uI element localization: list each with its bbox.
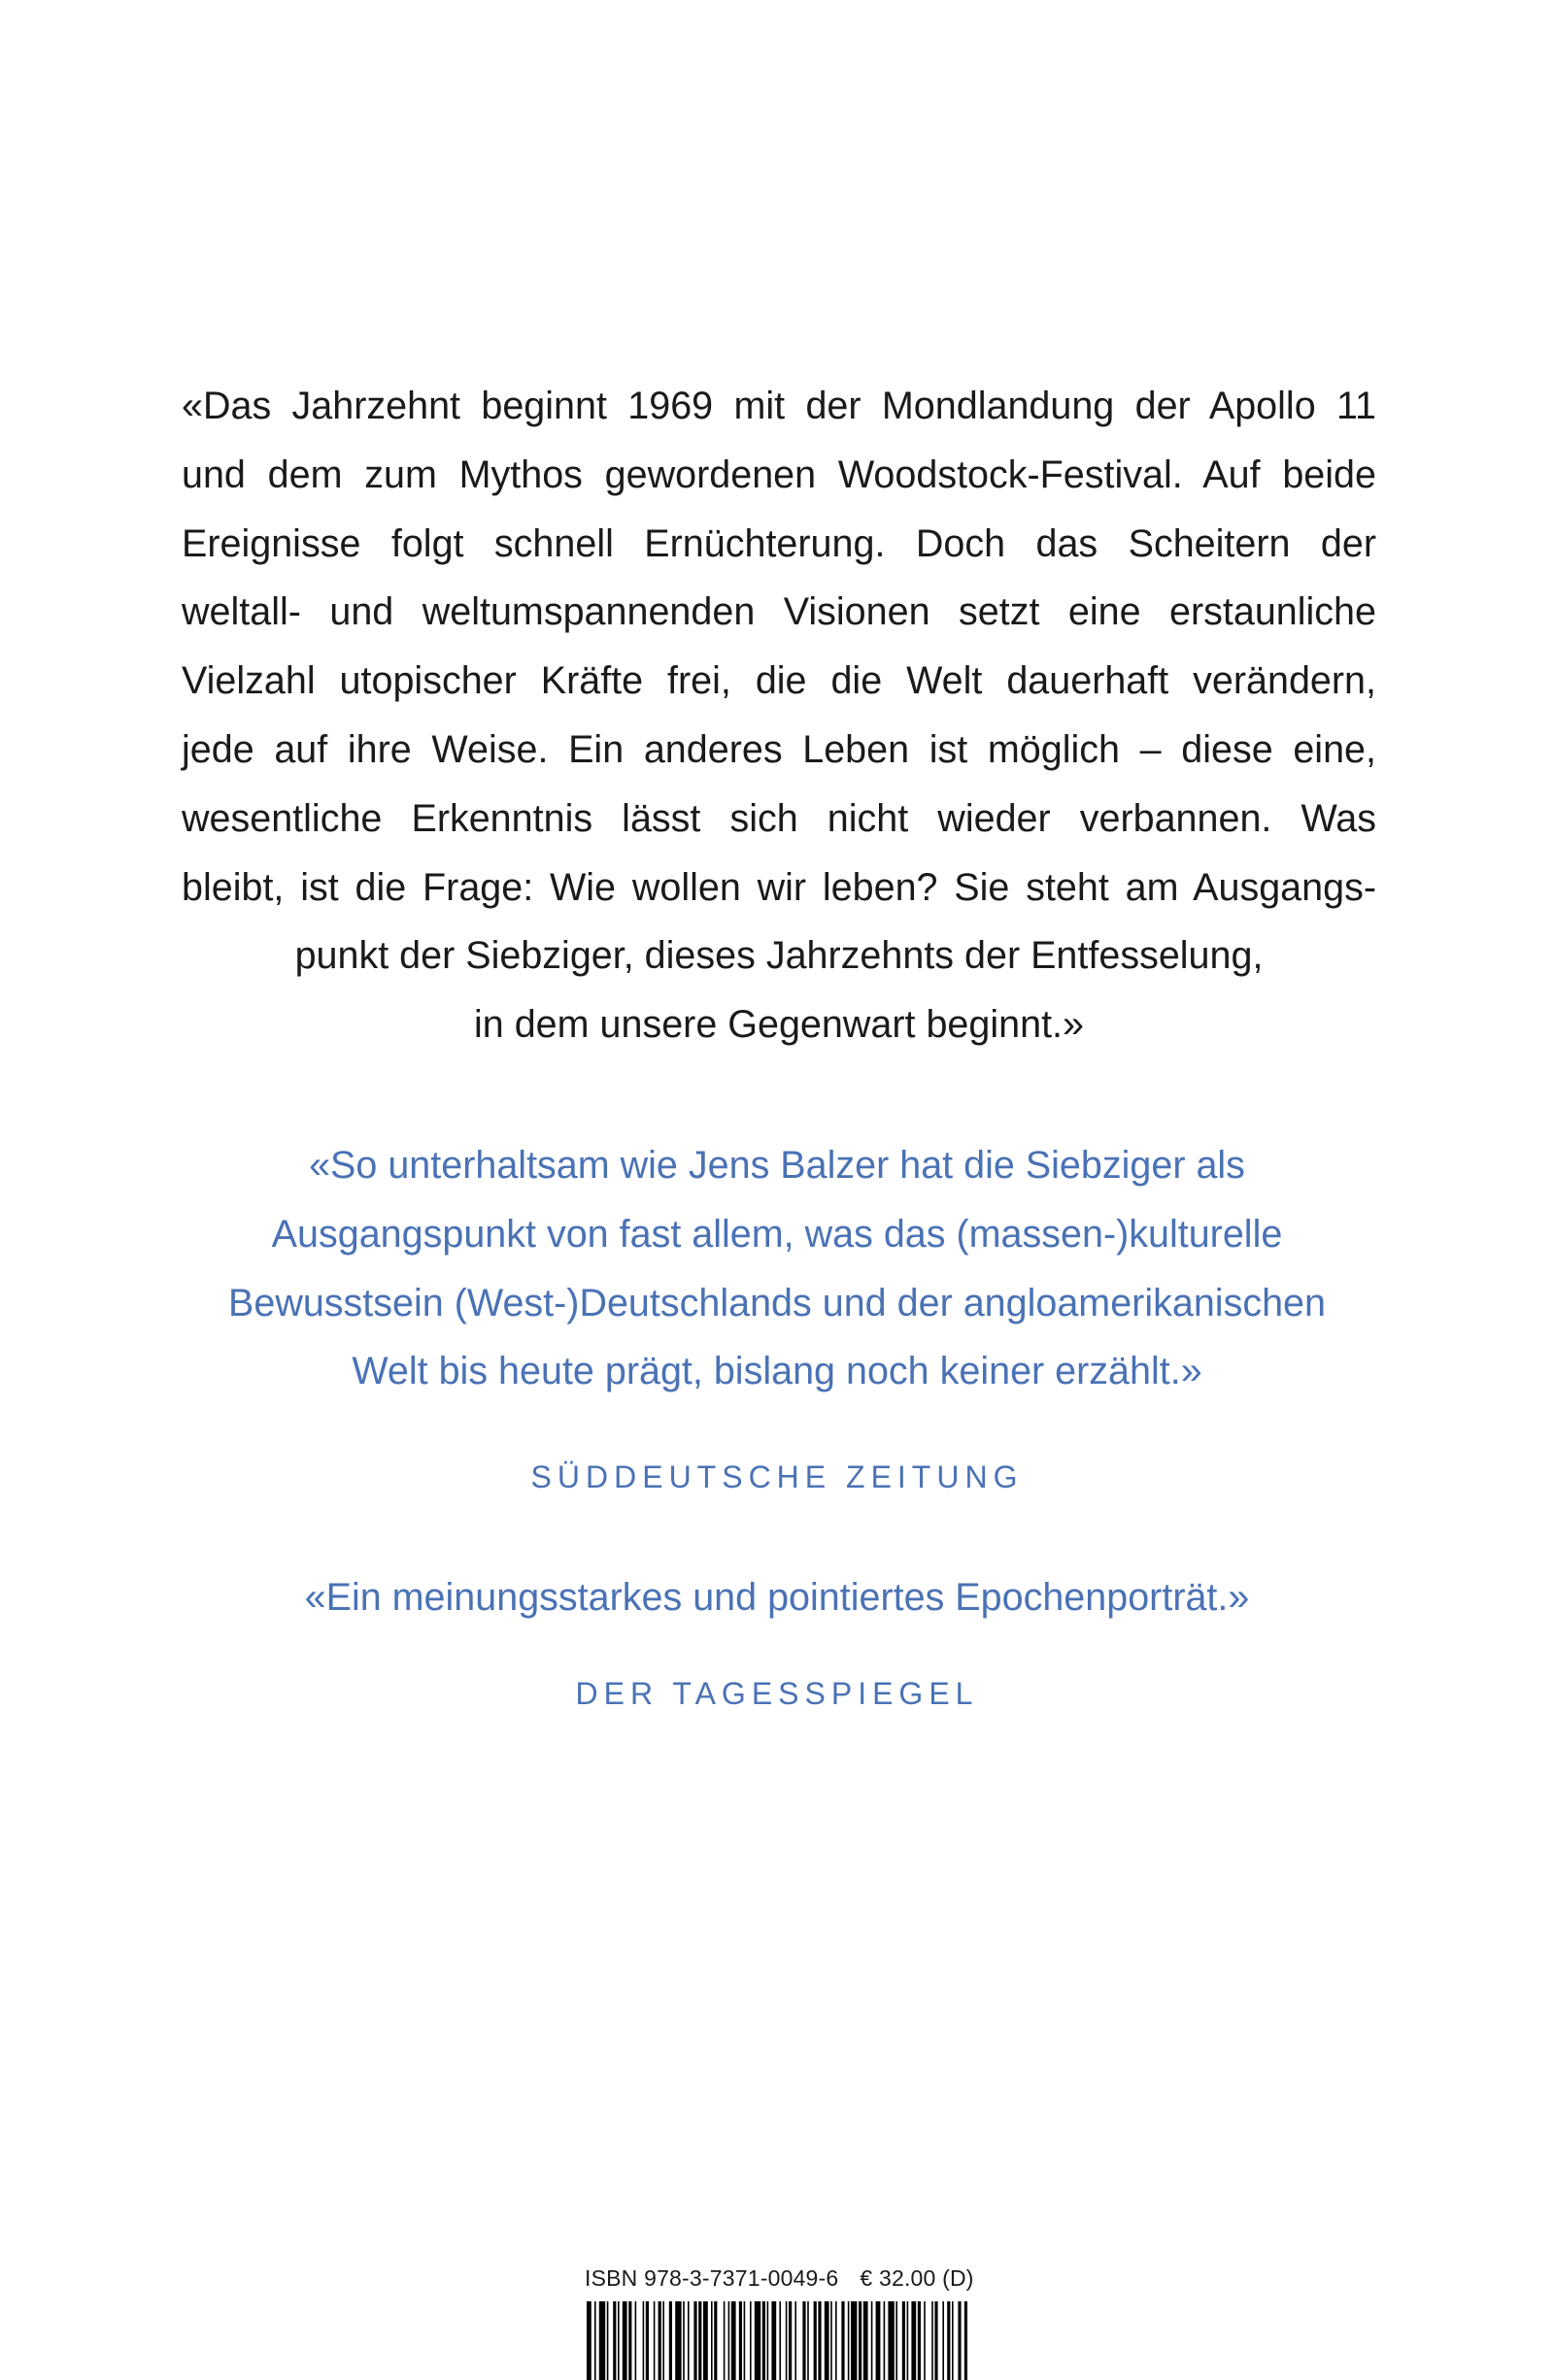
barcode-bar <box>931 2301 933 2380</box>
barcode-icon <box>587 2301 967 2380</box>
barcode-bar <box>884 2301 886 2380</box>
barcode-bar <box>662 2301 664 2380</box>
barcode-bar <box>693 2301 696 2380</box>
barcode-bar <box>728 2301 730 2380</box>
review-sueddeutsche <box>146 1131 1408 1496</box>
barcode-bar <box>659 2301 661 2380</box>
barcode-bar <box>825 2301 829 2380</box>
barcode-bar <box>789 2301 792 2380</box>
blurb <box>182 372 1376 1059</box>
barcode-bar <box>755 2301 760 2380</box>
barcode-bar <box>830 2301 832 2380</box>
barcode-bar <box>750 2301 752 2380</box>
barcode-bar <box>918 2301 921 2380</box>
barcode-bar <box>628 2301 631 2380</box>
barcode-bar <box>643 2301 645 2380</box>
barcode-bar <box>779 2301 781 2380</box>
blurb-line: punkt der Siebziger, dieses Jahrzehnts der Entfesselung, <box>294 934 1264 978</box>
barcode-bar <box>888 2301 894 2380</box>
barcode-bar <box>767 2301 769 2380</box>
barcode-bar <box>646 2301 649 2380</box>
blurb-line: und dem zum Mythos gewordenen Woodstock-Festival. Auf beide <box>182 453 1376 496</box>
barcode-bar <box>964 2301 967 2380</box>
barcode-bar <box>739 2301 742 2380</box>
barcode-bar <box>771 2301 776 2380</box>
barcode-bar <box>594 2301 596 2380</box>
barcode-bar <box>618 2301 620 2380</box>
blurb-line: Vielzahl utopischer Kräfte frei, die die Welt dauerhaft verändern, <box>182 659 1376 703</box>
barcode-bar <box>924 2301 926 2380</box>
barcode-bar <box>698 2301 701 2380</box>
review-quote-line: «Ein meinungsstarkes und pointiertes Epochenporträt.» <box>304 1576 1250 1619</box>
review-quote-line: Ausgangspunkt von fast allem, was das (massen-)kulturelle <box>271 1212 1283 1256</box>
barcode-bar <box>744 2301 746 2380</box>
barcode-bar <box>942 2301 944 2380</box>
review-source: SÜDDEUTSCHE ZEITUNG <box>530 1459 1024 1495</box>
barcode-bar <box>947 2301 950 2380</box>
barcode-bar <box>714 2301 717 2380</box>
barcode-bar <box>762 2301 765 2380</box>
barcode-bar <box>958 2301 961 2380</box>
blurb-line: weltall- und weltumspannenden Visionen setzt eine erstaunliche <box>182 590 1376 634</box>
barcode-bar <box>724 2301 726 2380</box>
blurb-line: bleibt, ist die Frage: Wie wollen wir leben? Sie steht am Ausgangs- <box>182 865 1376 909</box>
blurb-line: Ereignisse folgt schnell Ernüchterung. Doch das Scheitern der <box>182 521 1376 565</box>
barcode-bar <box>683 2301 685 2380</box>
barcode-bar <box>807 2301 809 2380</box>
barcode-bar <box>786 2301 788 2380</box>
barcode-bar <box>902 2301 905 2380</box>
review-quote-line: Bewusstsein (West-)Deutschlands und der angloamerikanischen <box>228 1281 1326 1324</box>
barcode-bar <box>952 2301 954 2380</box>
blurb-line: wesentliche Erkenntnis lässt sich nicht wieder verbannen. Was <box>182 796 1376 840</box>
barcode-bar <box>669 2301 672 2380</box>
barcode-bar <box>911 2301 916 2380</box>
review-tagesspiegel <box>146 1563 1408 1713</box>
barcode-bar <box>688 2301 690 2380</box>
barcode-bar <box>895 2301 897 2380</box>
barcode-bar <box>599 2301 605 2380</box>
barcode-bar <box>863 2301 868 2380</box>
barcode-bar <box>635 2301 637 2380</box>
review-quote-line: «So unterhaltsam wie Jens Balzer hat die Siebziger als <box>309 1144 1245 1187</box>
barcode-bar <box>623 2301 627 2380</box>
barcode-bar <box>587 2301 591 2380</box>
barcode-bar <box>613 2301 616 2380</box>
barcode-bar <box>934 2301 937 2380</box>
barcode-bar <box>675 2301 681 2380</box>
barcode-bar <box>907 2301 909 2380</box>
barcode-bar <box>835 2301 837 2380</box>
barcode-bar <box>703 2301 708 2380</box>
barcode-bar <box>851 2301 857 2380</box>
review-source: DER TAGESSPIEGEL <box>575 1675 979 1711</box>
isbn-number: ISBN 978-3-7371-0049-6 <box>585 2265 839 2291</box>
barcode-bar <box>871 2301 873 2380</box>
price: € 32.00 (D) <box>860 2265 974 2291</box>
blurb-line: in dem unsere Gegenwart beginnt.» <box>473 1003 1084 1047</box>
blurb-line: jede auf ihre Weise. Ein anderes Leben ist möglich – diese eine, <box>182 727 1376 771</box>
barcode-bar <box>794 2301 796 2380</box>
barcode-bar <box>731 2301 736 2380</box>
isbn-line <box>585 2265 974 2292</box>
barcode-bar <box>607 2301 609 2380</box>
barcode-bar <box>711 2301 713 2380</box>
barcode-bar <box>654 2301 656 2380</box>
barcode-bar <box>841 2301 844 2380</box>
barcode-bar <box>859 2301 861 2380</box>
review-quote-line: Welt bis heute prägt, bislang noch keiner erzählt.» <box>352 1350 1202 1393</box>
barcode-bar <box>814 2301 817 2380</box>
blurb-line: «Das Jahrzehnt beginnt 1969 mit der Mondlandung der Apollo 11 <box>182 385 1376 427</box>
barcode-bar <box>818 2301 821 2380</box>
barcode-bar <box>848 2301 850 2380</box>
barcode-bar <box>802 2301 805 2380</box>
barcode-bar <box>876 2301 881 2380</box>
